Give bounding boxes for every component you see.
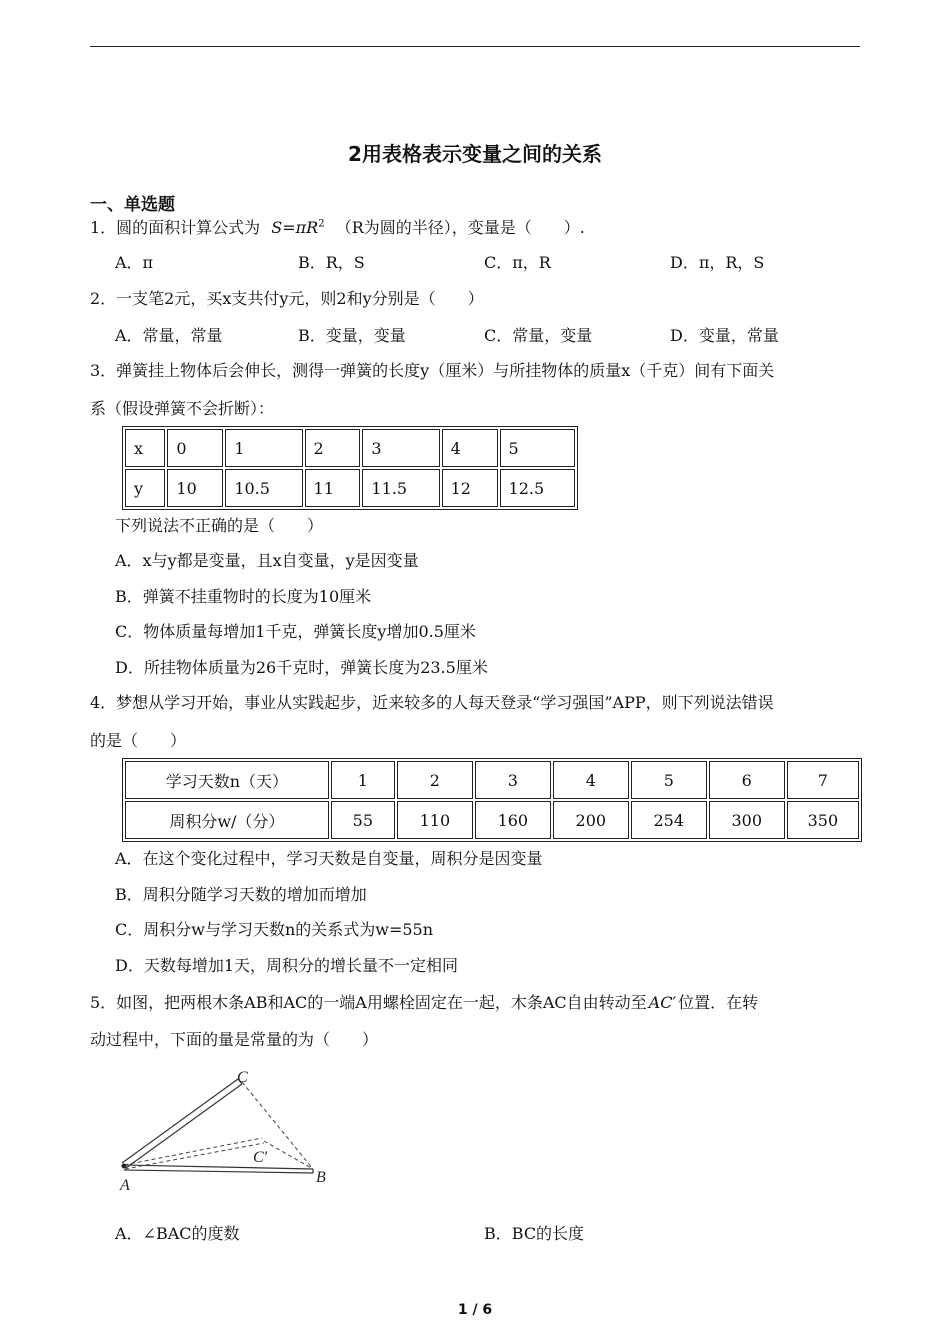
q4-stem-line2: 的是（ ）: [90, 731, 187, 750]
q1-option-c: C．π，R: [484, 253, 551, 272]
table-cell: 12.5: [500, 469, 575, 507]
page-title: 2用表格表示变量之间的关系: [348, 142, 602, 166]
table-cell: 学习天数n（天）: [125, 761, 329, 799]
table-cell: 300: [709, 801, 785, 839]
table-cell: 160: [475, 801, 551, 839]
table-cell: y: [125, 469, 165, 507]
q4-table: [122, 758, 862, 842]
table-cell: 11: [305, 469, 361, 507]
table-cell: 2: [305, 429, 361, 467]
q3-option-a: A．x与y都是变量，且x自变量，y是因变量: [115, 551, 419, 570]
q5-ac-prime: AC′: [648, 993, 677, 1012]
table-cell: x: [125, 429, 165, 467]
q5-stem-line1: [90, 990, 758, 1013]
table-cell: 4: [553, 761, 629, 799]
table-cell: 1: [331, 761, 395, 799]
q1-stem-a: 1．圆的面积计算公式为: [90, 218, 261, 237]
table-cell: 254: [631, 801, 707, 839]
q3-option-b: B．弹簧不挂重物时的长度为10厘米: [115, 587, 372, 606]
q1-exponent: 2: [318, 218, 325, 230]
table-cell: 7: [787, 761, 859, 799]
bolt-a: [122, 1164, 127, 1169]
table-cell: 10: [167, 469, 223, 507]
q2-option-d: D．变量，常量: [670, 326, 779, 345]
label-c: C: [237, 1069, 248, 1086]
page-number: 1 / 6: [457, 1302, 493, 1318]
q1-option-d: D．π，R，S: [670, 253, 765, 272]
q3-option-d: D．所挂物体质量为26千克时，弹簧长度为23.5厘米: [115, 658, 488, 677]
q2-option-a: A．常量，常量: [115, 326, 223, 345]
section-heading: 一、单选题: [90, 195, 175, 215]
q1-option-a: A．π: [115, 253, 154, 272]
q2-option-c: C．常量，变量: [484, 326, 593, 345]
rod-ab-line-2: [124, 1170, 313, 1173]
table-cell: 6: [709, 761, 785, 799]
q2-stem: 2．一支笔2元，买x支共付y元，则2和y分别是（ ）: [90, 289, 484, 308]
table-cell: 55: [331, 801, 395, 839]
q5-stem-c: 位置．在转: [678, 993, 759, 1012]
q5-stem-a: 5．如图，把两根木条AB和AC的一端A用螺栓固定在一起，木条AC自由转动至: [90, 993, 647, 1012]
table-row: [125, 801, 859, 839]
q4-stem-line1: 4．梦想从学习开始，事业从实践起步，近来较多的人每天登录“学习强国”APP，则下列说法错误: [90, 693, 774, 712]
table-cell: 5: [631, 761, 707, 799]
table-cell: 周积分w/（分）: [125, 801, 329, 839]
q3-prompt: 下列说法不正确的是（ ）: [115, 516, 324, 535]
q5-option-a: A．∠BAC的度数: [115, 1224, 240, 1243]
q5-figure: [110, 1062, 340, 1198]
q3-stem-line1: 3．弹簧挂上物体后会伸长，测得一弹簧的长度y（厘米）与所挂物体的质量x（千克）间有下面关: [90, 361, 775, 380]
label-a: A: [120, 1177, 130, 1194]
header-rule: [90, 46, 860, 47]
table-cell: 10.5: [225, 469, 302, 507]
q3-table: [122, 426, 578, 510]
table-cell: 2: [397, 761, 473, 799]
table-cell: 11.5: [362, 469, 439, 507]
table-row: [125, 429, 575, 467]
table-cell: 110: [397, 801, 473, 839]
table-cell: 200: [553, 801, 629, 839]
q1-formula: S=πR: [271, 218, 319, 237]
q5-option-b: B．BC的长度: [484, 1224, 585, 1243]
q3-stem-line2: 系（假设弹簧不会折断）：: [90, 399, 275, 418]
table-cell: 3: [475, 761, 551, 799]
q4-option-b: B．周积分随学习天数的增加而增加: [115, 885, 367, 904]
table-cell: 5: [500, 429, 575, 467]
q1-stem: [90, 215, 585, 238]
table-row: [125, 469, 575, 507]
rod-ac-line-2: [126, 1084, 242, 1168]
table-cell: 4: [442, 429, 498, 467]
rod-acp-line-1: [124, 1138, 262, 1165]
table-cell: 350: [787, 801, 859, 839]
q3-option-c: C．物体质量每增加1千克，弹簧长度y增加0.5厘米: [115, 622, 476, 641]
table-cell: 1: [225, 429, 302, 467]
q5-stem-line2: 动过程中，下面的量是常量的为（ ）: [90, 1030, 379, 1049]
table-cell: 3: [362, 429, 439, 467]
q2-option-b: B．变量，变量: [298, 326, 406, 345]
q4-option-d: D．天数每增加1天，周积分的增长量不一定相同: [115, 956, 459, 975]
q1-option-b: B．R，S: [298, 253, 365, 272]
rod-ac-line-1: [122, 1079, 238, 1163]
rod-acp-line-2: [125, 1143, 264, 1169]
q4-option-c: C．周积分w与学习天数n的关系式为w=55n: [115, 920, 434, 939]
table-row: [125, 761, 859, 799]
table-cell: 0: [167, 429, 223, 467]
rod-ab-line-1: [124, 1165, 313, 1169]
q4-option-a: A．在这个变化过程中，学习天数是自变量，周积分是因变量: [115, 849, 543, 868]
segment-bcp: [264, 1141, 313, 1169]
q1-stem-b: （R为圆的半径），变量是（ ）.: [335, 218, 585, 237]
label-b: B: [316, 1169, 326, 1186]
label-c-prime: C′: [253, 1149, 268, 1166]
table-cell: 12: [442, 469, 498, 507]
